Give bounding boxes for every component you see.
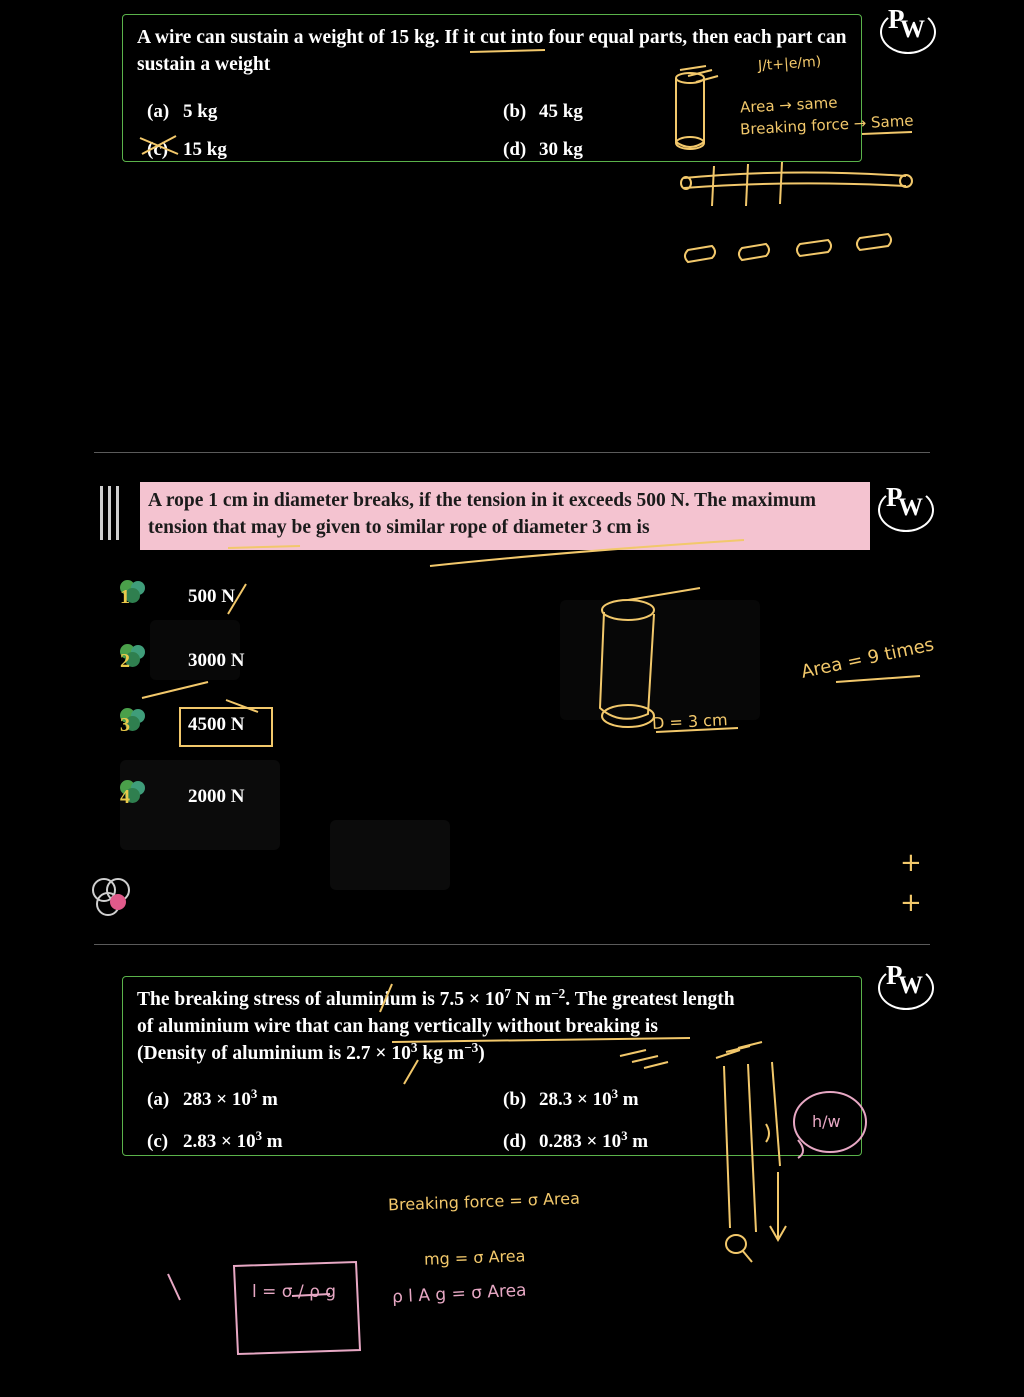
option-d-exponent: 3 — [621, 1127, 628, 1143]
option-a-unit: m — [257, 1089, 278, 1110]
q3-stem-exp3b: −3 — [464, 1039, 479, 1055]
question-3-block — [122, 976, 862, 1156]
pw-letter-p: P — [886, 482, 903, 512]
option-a-label: (a) — [147, 1089, 170, 1110]
pw-logo — [878, 484, 932, 532]
option-a-label: (a) — [147, 101, 170, 122]
option-c-unit: m — [262, 1131, 283, 1152]
q3-stem-part1: The breaking stress of aluminium is 7.5 × 10 — [137, 989, 505, 1010]
option-d-label: (d) — [503, 139, 527, 160]
option-c-label: (c) — [147, 1131, 169, 1152]
option-1-text: 500 N — [188, 586, 235, 607]
option-4-text: 2000 N — [188, 786, 245, 807]
option-c-mantissa: 2.83 × 10 — [183, 1131, 256, 1152]
option-b-label: (b) — [503, 1089, 527, 1110]
section-divider-1 — [94, 452, 930, 453]
option-4[interactable] — [188, 786, 244, 808]
option-d[interactable] — [503, 1127, 649, 1153]
q3-stem-part1b: N m — [511, 989, 552, 1010]
option-c-exponent: 3 — [255, 1127, 263, 1143]
option-c-label: (c) — [147, 139, 169, 160]
question-1-block — [122, 14, 862, 162]
annotation-q1-2: Area → same — [739, 93, 838, 117]
option-b-exponent: 3 — [611, 1085, 619, 1101]
option-b[interactable] — [503, 101, 583, 123]
option-c[interactable] — [147, 1127, 283, 1153]
option-a[interactable] — [147, 101, 217, 123]
option-3[interactable] — [188, 714, 244, 736]
pw-letter-w: W — [900, 16, 925, 43]
q3-stem-exp1b: −2 — [551, 985, 566, 1001]
pw-letter-w: W — [898, 972, 923, 999]
section-divider-2 — [94, 944, 930, 945]
option-a[interactable] — [147, 1085, 278, 1111]
option-2-text: 3000 N — [188, 650, 245, 671]
option-c[interactable] — [147, 139, 227, 161]
option-3-number: 3 — [120, 714, 130, 736]
annotation-q3-breaking-force: Breaking force = σ Area — [387, 1188, 581, 1215]
option-a-text: 5 kg — [183, 101, 218, 122]
option-badge-3 — [118, 708, 148, 736]
pw-logo — [878, 962, 932, 1010]
option-2-number: 2 — [120, 650, 130, 672]
pw-letter-w: W — [898, 494, 923, 521]
option-2[interactable] — [188, 650, 244, 672]
question-1-stem: A wire can sustain a weight of 15 kg. If it cut into four equal parts, then each part can sustain a weight — [137, 27, 847, 75]
bg-texture — [330, 820, 450, 890]
plus-decoration: + — [900, 848, 922, 878]
option-d[interactable] — [503, 139, 583, 161]
q3-stem-part2: of aluminium wire that can hang vertically without breaking is — [137, 1015, 658, 1037]
q3-stem-part1c: . The greatest length — [565, 989, 735, 1010]
option-b-text: 45 kg — [539, 101, 583, 122]
option-1-number: 1 — [120, 586, 130, 608]
bg-texture — [560, 600, 760, 720]
annotation-q1-3: Breaking force → Same — [739, 111, 914, 139]
option-d-text: 30 kg — [539, 139, 583, 160]
option-badge-4 — [118, 780, 148, 808]
option-b-mantissa: 28.3 × 10 — [539, 1089, 612, 1110]
q3-stem-part3a: (Density of aluminium is 2.7 × 10 — [137, 1042, 411, 1064]
annotation-q3-length-formula: l = σ / ρ g — [252, 1282, 337, 1302]
option-c-text: 15 kg — [183, 139, 227, 160]
option-4-number: 4 — [120, 786, 130, 808]
q3-stem-exp3: 3 — [410, 1039, 418, 1055]
annotation-q1-1: J/t+|e/m) — [757, 53, 822, 75]
pw-letter-p: P — [888, 4, 905, 34]
flower-icon — [92, 878, 136, 922]
option-b[interactable] — [503, 1085, 639, 1111]
question-2-marker-bars — [100, 486, 119, 540]
q3-stem-part3b: kg m — [417, 1042, 465, 1064]
option-1[interactable] — [188, 586, 235, 608]
question-2-stem: A rope 1 cm in diameter breaks, if the tension in it exceeds 500 N. The maximum tension that may be given to similar rope of diameter 3 cm is — [140, 482, 870, 550]
q3-stem-exp1: 7 — [504, 985, 512, 1001]
option-b-label: (b) — [503, 101, 527, 122]
annotation-q3-hw: h/w — [812, 1112, 841, 1131]
pw-letter-p: P — [886, 960, 903, 990]
pw-logo — [880, 6, 934, 54]
question-3-stem — [123, 977, 861, 1072]
option-3-text: 4500 N — [188, 714, 245, 735]
annotation-q3-mg: mg = σ Area — [423, 1246, 526, 1269]
q3-stem-part3c: ) — [478, 1042, 485, 1064]
option-badge-2 — [118, 644, 148, 672]
annotation-q3-rho: ρ l A g = σ Area — [391, 1280, 527, 1308]
option-d-unit: m — [627, 1131, 649, 1152]
annotation-q2-diameter: D = 3 cm — [651, 710, 728, 733]
plus-decoration: + — [900, 888, 922, 918]
option-a-exponent: 3 — [250, 1085, 258, 1101]
question-2-block — [140, 482, 870, 546]
option-d-label: (d) — [503, 1131, 527, 1152]
option-b-unit: m — [618, 1089, 639, 1110]
option-badge-1 — [118, 580, 148, 608]
annotation-q2-area: Area = 9 times — [799, 634, 936, 683]
option-a-mantissa: 283 × 10 — [183, 1089, 251, 1110]
option-d-mantissa: 0.283 × 10 — [539, 1131, 622, 1152]
